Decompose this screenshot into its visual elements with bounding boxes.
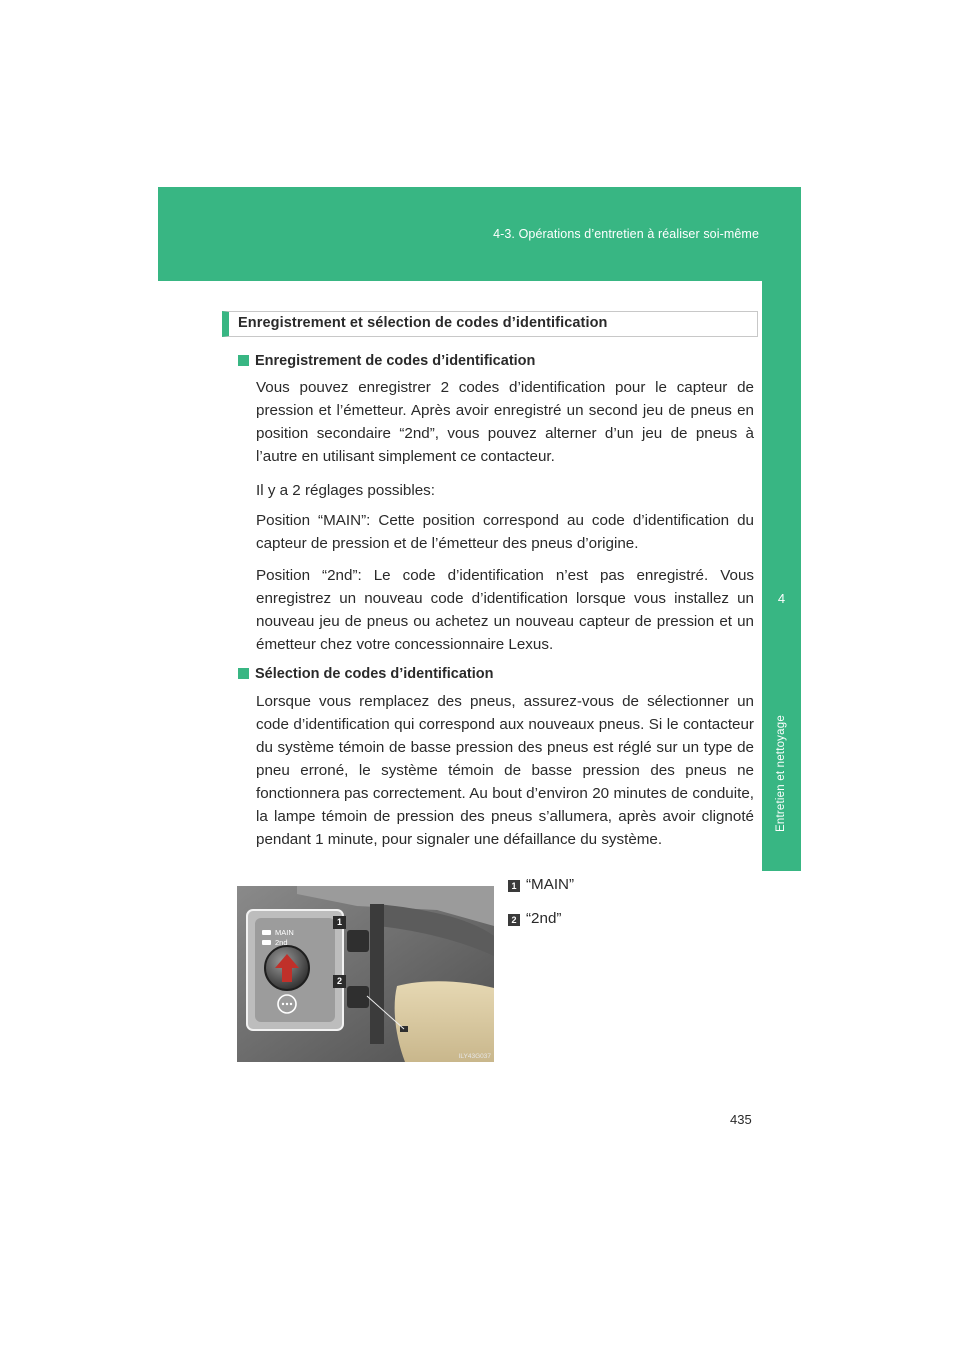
switch-label-main: MAIN [275, 928, 294, 937]
chapter-side-tab [762, 281, 801, 871]
paragraph: Vous pouvez enregistrer 2 codes d’identification pour le capteur de pression et l’émetteur. Après avoir enregistré un second jeu de pneus en position secondaire “2nd”, vous pouvez alterner d’un jeu de pneus à l’autre en utilisant simplement ce contacteur. [256, 379, 754, 465]
subheading-selection-text: Sélection de codes d’identification [255, 666, 494, 682]
image-code: ILY43G037 [458, 1053, 491, 1060]
chapter-label: Entretien et nettoyage [775, 715, 787, 832]
paragraph: Il y a 2 réglages possibles: [256, 482, 435, 499]
header-band [158, 187, 801, 281]
subheading-registration [238, 353, 535, 369]
chapter-number: 4 [777, 591, 786, 606]
square-bullet-icon [238, 668, 249, 679]
callout-number-1: 1 [336, 917, 342, 927]
paragraph: Position “2nd”: Le code d’identification n’est pas enregistré. Vous enregistrez un nouveau code d’identification lorsque vous installez un nouveau jeu de pneus ou achetez un nouveau capteur de pression et un émetteur chez votre concessionnaire Lexus. [256, 567, 754, 653]
legend-number-1: 1 [508, 880, 520, 892]
section-title: 4-3. Opérations d’entretien à réaliser soi-même [493, 227, 759, 241]
square-bullet-icon [238, 355, 249, 366]
switch-label-2nd: 2nd [275, 938, 288, 947]
legend-number-2: 2 [508, 914, 520, 926]
subheading-selection [238, 666, 494, 682]
section-heading: Enregistrement et sélection de codes d’identification [222, 311, 758, 337]
legend-item-1 [508, 876, 574, 893]
dashboard-drawing [237, 886, 494, 1062]
subheading-registration-text: Enregistrement de codes d’identification [255, 353, 536, 369]
paragraph: Position “MAIN”: Cette position correspond au code d’identification du capteur de pression et de l’émetteur des pneus d’origine. [256, 512, 754, 552]
legend-text-2: “2nd” [526, 910, 562, 927]
callout-number-2: 2 [336, 976, 342, 986]
paragraph: Lorsque vous remplacez des pneus, assurez-vous de sélectionner un code d’identification qui correspond aux nouveaux pneus. Si le contacteur du système témoin de basse pression des pneus est réglé sur un type de pneu erroné, le système témoin de basse pression des pneus ne fonctionnera pas correctement. Au bout d’environ 20 minutes de conduite, la lampe témoin de pression des pneus s’allumera, après avoir clignoté pendant 1 minute, pour signaler une défaillance du système. [256, 693, 754, 848]
page-number: 435 [730, 1112, 752, 1127]
switch-illustration [237, 886, 494, 1062]
legend-item-2 [508, 910, 561, 927]
legend-text-1: “MAIN” [526, 876, 575, 893]
